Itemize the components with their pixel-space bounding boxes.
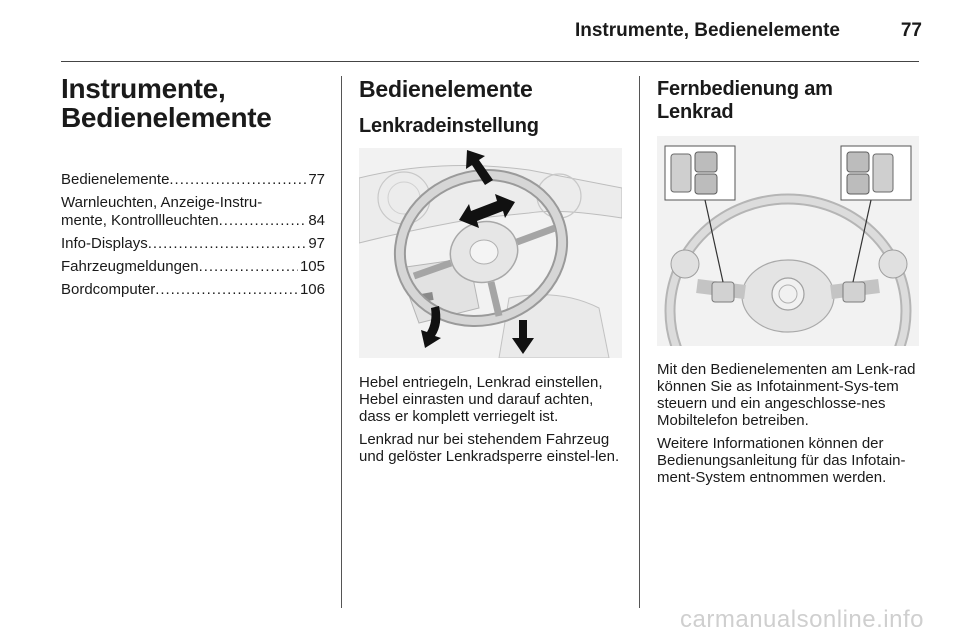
toc-entry-label: mente, Kontrollleuchten xyxy=(61,212,219,229)
section-heading: Bedienelemente xyxy=(359,76,533,102)
paragraph: Lenkrad nur bei stehendem Fahrzeug und gelöster Lenkradsperre einstel-len. xyxy=(359,431,620,465)
toc-entry[interactable] xyxy=(61,235,325,253)
toc-entry-page: 105 xyxy=(299,258,325,275)
column-divider-1 xyxy=(341,76,342,608)
toc-entry-label: Fahrzeugmeldungen xyxy=(61,258,199,275)
chapter-heading-line1: Instrumente, xyxy=(61,73,226,104)
toc-entry-label-line1: Warnleuchten, Anzeige-Instru- xyxy=(61,194,263,211)
toc-entry[interactable] xyxy=(61,281,325,299)
steering-adjustment-column xyxy=(359,74,624,471)
toc-entry-page: 84 xyxy=(308,212,325,229)
chapter-column xyxy=(61,74,325,304)
page-number: 77 xyxy=(900,20,922,41)
subsection-heading: Lenkradeinstellung xyxy=(359,115,539,137)
header-rule xyxy=(61,61,919,62)
toc-entry-page: 106 xyxy=(299,281,325,298)
steering-adjustment-illustration xyxy=(359,148,622,358)
chapter-heading xyxy=(61,74,325,132)
paragraph: Weitere Informationen können der Bedienungsanleitung für das Infotain-ment-System entnommen werden. xyxy=(657,435,906,486)
steering-wheel-controls-image xyxy=(657,136,919,346)
toc-entry-label: Bedienelemente xyxy=(61,171,170,188)
running-header-title: Instrumente, Bedienelemente xyxy=(574,20,840,41)
toc-entry-page: 97 xyxy=(308,235,325,252)
section-heading-line2: Lenkrad xyxy=(657,101,734,123)
toc-entry[interactable] xyxy=(61,194,325,230)
paragraph: Hebel entriegeln, Lenkrad einstellen, Hebel einrasten und darauf achten, dass er komplett verriegelt ist. xyxy=(359,374,603,425)
chapter-heading-line2: Bedienelemente xyxy=(61,102,272,133)
remote-control-column xyxy=(657,74,921,492)
section-heading xyxy=(657,78,921,124)
watermark: carmanualsonline.info xyxy=(680,606,924,633)
steering-wheel-controls-illustration xyxy=(657,136,919,346)
toc-entry-label: Info-Displays xyxy=(61,235,148,252)
section-heading-line1: Fernbedienung am xyxy=(657,78,833,100)
paragraph: Mit den Bedienelementen am Lenk-rad können Sie as Infotainment-Sys-tem steuern und ein angeschlosse-nes Mobiltelefon betreiben. xyxy=(657,361,916,429)
table-of-contents xyxy=(61,171,325,299)
toc-entry-page: 77 xyxy=(308,171,325,188)
column-divider-2 xyxy=(639,76,640,608)
toc-entry[interactable] xyxy=(61,171,325,189)
toc-entry-label: Bordcomputer xyxy=(61,281,156,298)
steering-wheel-illustration xyxy=(359,148,622,358)
toc-entry[interactable] xyxy=(61,258,325,276)
